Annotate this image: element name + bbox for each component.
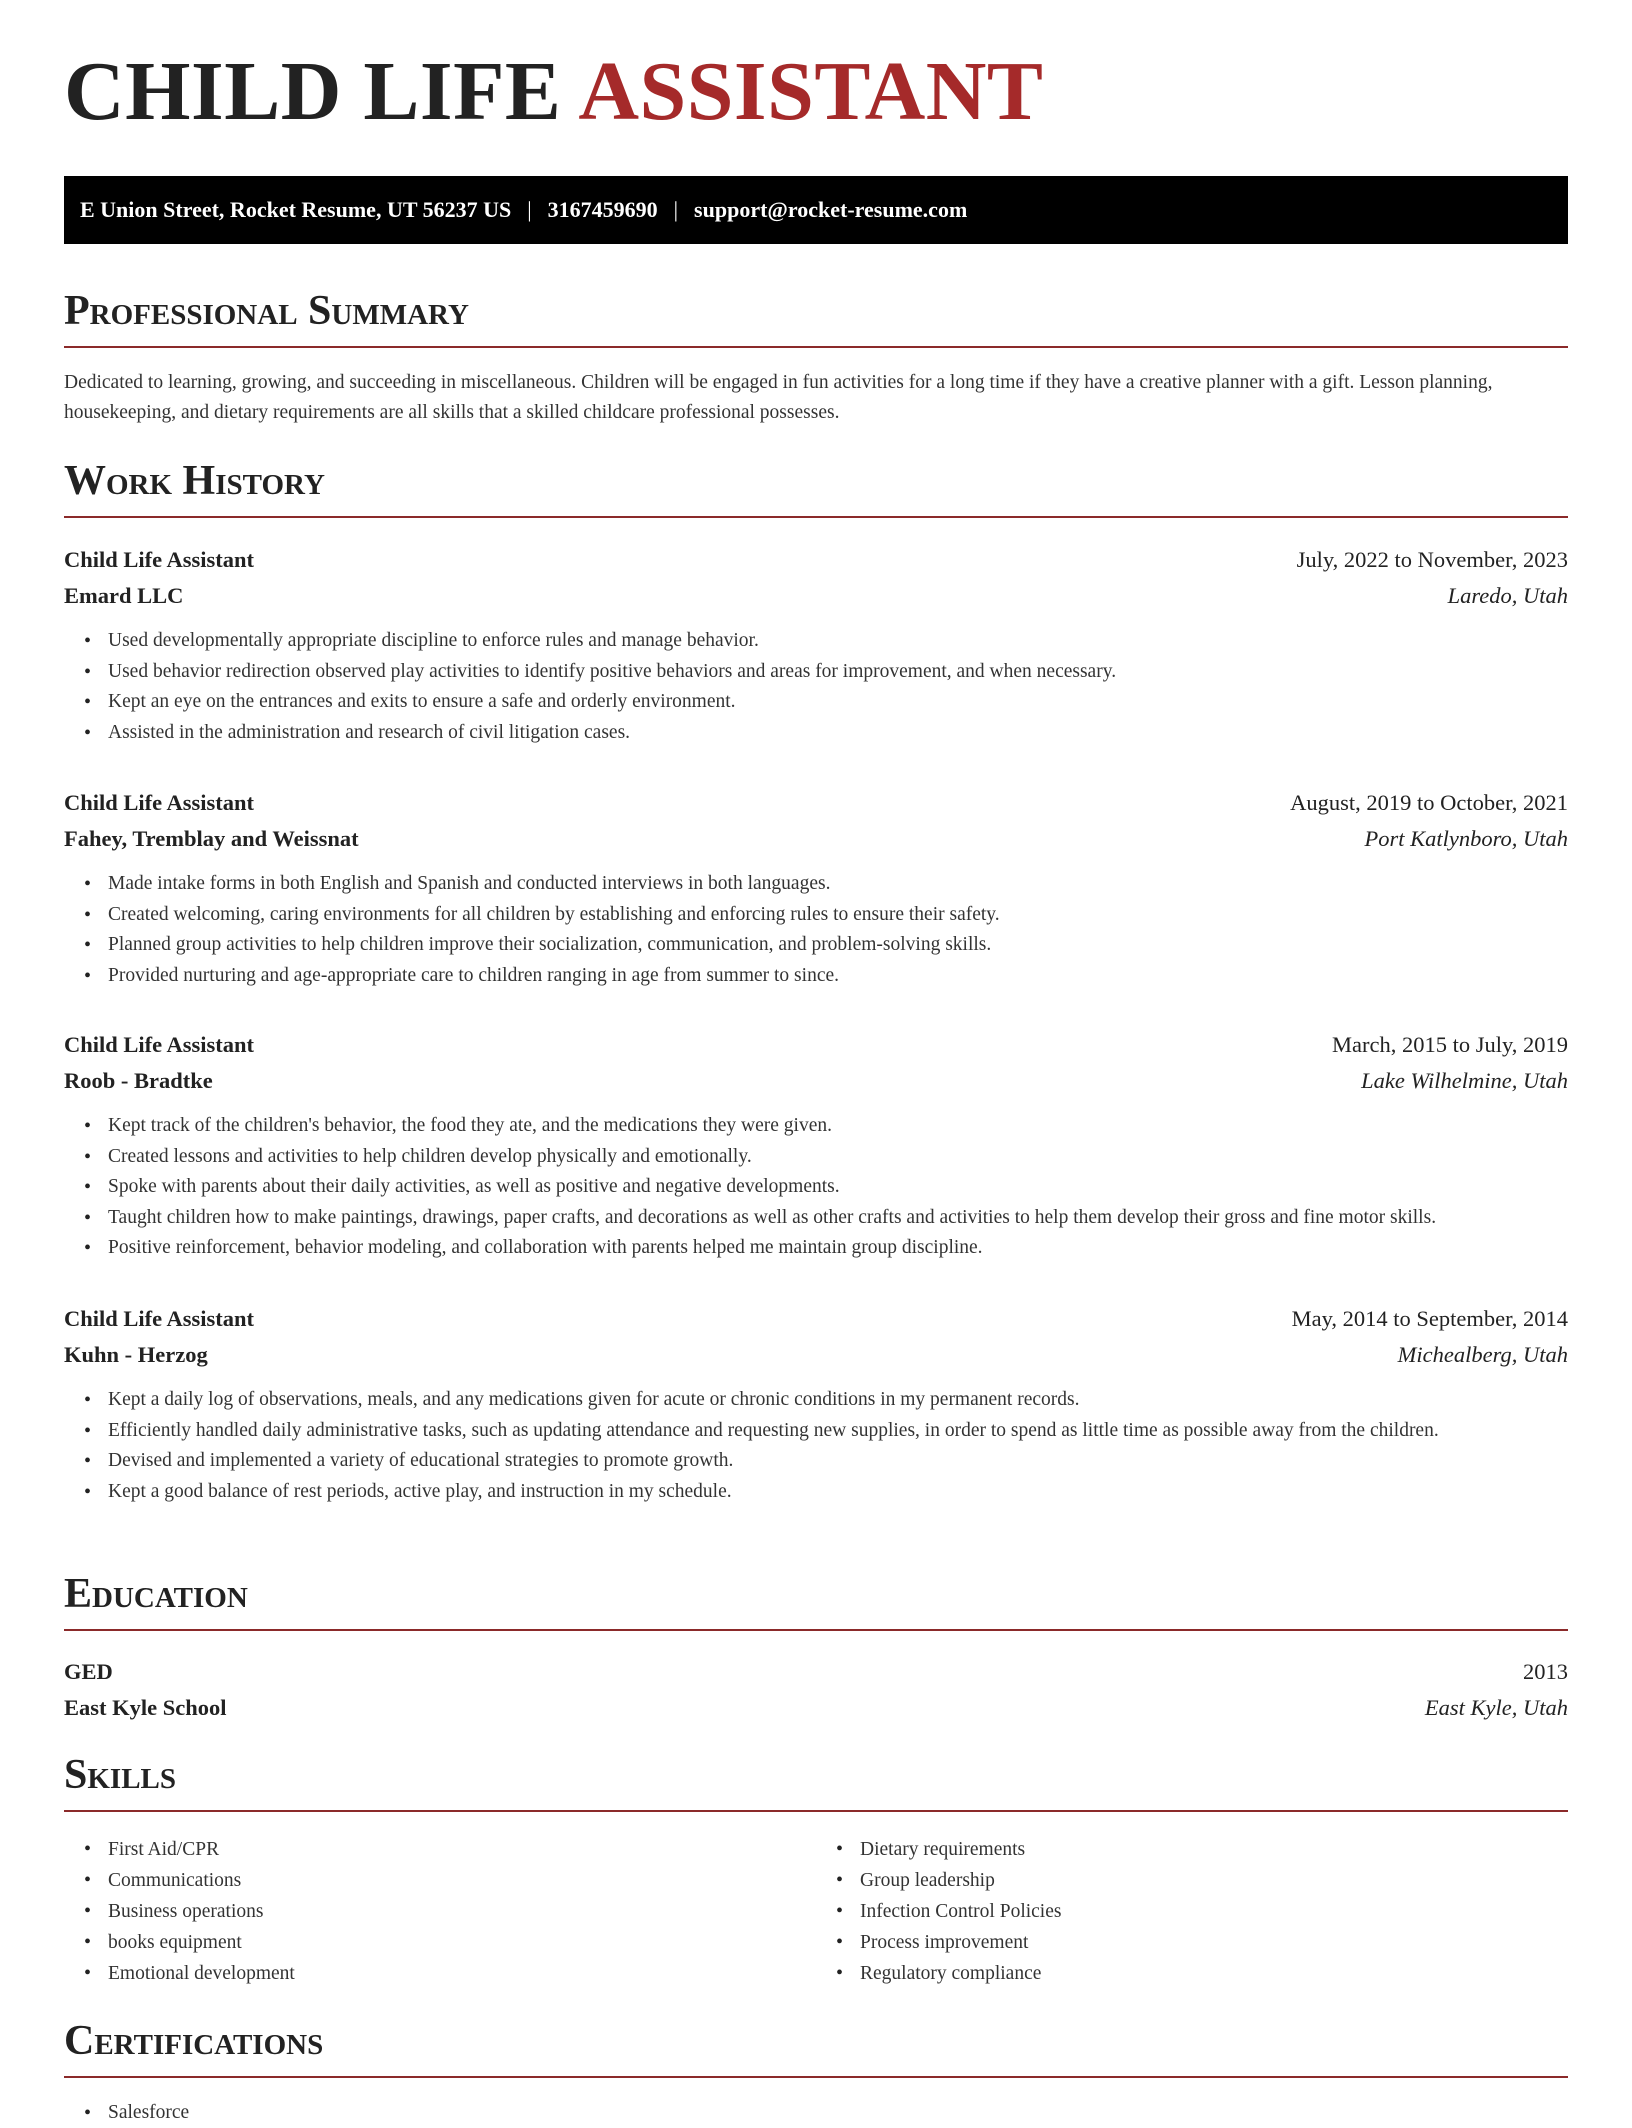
job-bullet: • Planned group activities to help children improve their socialization, communication, and problem-solving skills.: [108, 930, 1568, 961]
job-location: Michealberg, Utah: [1397, 1342, 1568, 1367]
job-bullet: • Made intake forms in both English and Spanish and conducted interviews in both languages.: [108, 869, 1568, 900]
summary-text: Dedicated to learning, growing, and succeeding in miscellaneous. Children will be engaged in fun activities for a long time if they have a creative planner with a gift. Lesson planning, housekeeping, and dietary requirements are all skills that a skilled childcare professional possesses.: [64, 372, 1493, 423]
certifications-heading: Certifications: [64, 2020, 1568, 2078]
name-first: CHILD LIFE: [64, 45, 562, 138]
skill-item: • Group leadership: [860, 1865, 1568, 1896]
skill-item: • books equipment: [108, 1927, 816, 1958]
job-company: Emard LLC: [64, 583, 184, 608]
job-bullet: • Used developmentally appropriate discipline to enforce rules and manage behavior.: [108, 626, 1568, 657]
job-company: Fahey, Tremblay and Weissnat: [64, 826, 359, 851]
education-entry: [64, 1654, 1568, 1726]
contact-separator: |: [527, 197, 532, 222]
skill-item: • First Aid/CPR: [108, 1834, 816, 1865]
job-bullets: [64, 1385, 1568, 1507]
job-bullet: • Positive reinforcement, behavior modeling, and collaboration with parents helped me maintain group discipline.: [108, 1233, 1568, 1264]
contact-address: E Union Street, Rocket Resume, UT 56237 US: [80, 197, 512, 222]
job-bullet: • Taught children how to make paintings, drawings, paper crafts, and decorations as well as other crafts and activities to help them develop their gross and fine motor skills.: [108, 1203, 1568, 1234]
education-location: East Kyle, Utah: [1424, 1695, 1568, 1720]
education-heading: Education: [64, 1573, 1568, 1631]
job-dates: July, 2022 to November, 2023: [1296, 547, 1568, 572]
skills-heading: Skills: [64, 1754, 1568, 1812]
job-location: Laredo, Utah: [1447, 583, 1568, 608]
resume-name: [64, 45, 1044, 138]
skill-item: • Process improvement: [860, 1927, 1568, 1958]
job-bullet: • Created welcoming, caring environments for all children by establishing and enforcing rules to ensure their safety.: [108, 900, 1568, 931]
job-entry: [64, 1027, 1568, 1264]
job-dates: March, 2015 to July, 2019: [1331, 1032, 1568, 1057]
job-title: Child Life Assistant: [64, 1032, 255, 1057]
job-bullet: • Devised and implemented a variety of educational strategies to promote growth.: [108, 1446, 1568, 1477]
job-location: Lake Wilhelmine, Utah: [1361, 1068, 1568, 1093]
job-bullet: • Kept a good balance of rest periods, active play, and instruction in my schedule.: [108, 1477, 1568, 1508]
skill-item: • Dietary requirements: [860, 1834, 1568, 1865]
education-degree: GED: [64, 1659, 113, 1684]
job-bullet: • Created lessons and activities to help children develop physically and emotionally.: [108, 1142, 1568, 1173]
job-entry: [64, 1301, 1568, 1507]
job-bullets: [64, 869, 1568, 991]
contact-phone: 3167459690: [547, 197, 658, 222]
job-bullet: • Efficiently handled daily administrative tasks, such as updating attendance and requesting new supplies, in order to spend as little time as possible away from the children.: [108, 1416, 1568, 1447]
education-school: East Kyle School: [64, 1695, 227, 1720]
job-company: Roob - Bradtke: [64, 1068, 213, 1093]
job-title: Child Life Assistant: [64, 790, 255, 815]
skill-item: • Regulatory compliance: [860, 1958, 1568, 1989]
certification-item: • Salesforce: [108, 2098, 189, 2128]
job-bullet: • Used behavior redirection observed play activities to identify positive behaviors and areas for improvement, and when necessary.: [108, 657, 1568, 688]
name-last: ASSISTANT: [578, 45, 1044, 138]
job-company: Kuhn - Herzog: [64, 1342, 208, 1367]
skill-item: • Infection Control Policies: [860, 1896, 1568, 1927]
summary-heading: Professional Summary: [64, 290, 1568, 348]
job-bullet: • Kept an eye on the entrances and exits to ensure a safe and orderly environment.: [108, 687, 1568, 718]
job-dates: May, 2014 to September, 2014: [1291, 1306, 1568, 1331]
job-entry: [64, 542, 1568, 748]
job-bullet: • Assisted in the administration and research of civil litigation cases.: [108, 718, 1568, 749]
work-history-heading: Work History: [64, 460, 1568, 518]
skills-column-left: [64, 1834, 816, 1989]
job-title: Child Life Assistant: [64, 1306, 255, 1331]
skills-list: [64, 1834, 1568, 1989]
contact-bar: [64, 176, 1568, 244]
certifications-list: [64, 2098, 189, 2128]
contact-separator: |: [673, 197, 679, 222]
skill-item: • Communications: [108, 1865, 816, 1896]
job-bullet: • Kept track of the children's behavior, the food they ate, and the medications they were given.: [108, 1111, 1568, 1142]
job-bullet: • Provided nurturing and age-appropriate care to children ranging in age from summer to since.: [108, 961, 1568, 992]
skill-item: • Emotional development: [108, 1958, 816, 1989]
job-bullets: [64, 626, 1568, 748]
skills-column-right: [816, 1834, 1568, 1989]
contact-email: support@rocket-resume.com: [694, 197, 968, 222]
job-bullets: [64, 1111, 1568, 1264]
skill-item: • Business operations: [108, 1896, 816, 1927]
job-location: Port Katlynboro, Utah: [1364, 826, 1568, 851]
job-entry: [64, 785, 1568, 991]
job-dates: August, 2019 to October, 2021: [1290, 790, 1568, 815]
education-year: 2013: [1523, 1659, 1568, 1684]
job-bullet: • Spoke with parents about their daily activities, as well as positive and negative developments.: [108, 1172, 1568, 1203]
job-title: Child Life Assistant: [64, 547, 255, 572]
certifications-items: [64, 2098, 189, 2128]
job-bullet: • Kept a daily log of observations, meals, and any medications given for acute or chronic conditions in my permanent records.: [108, 1385, 1568, 1416]
